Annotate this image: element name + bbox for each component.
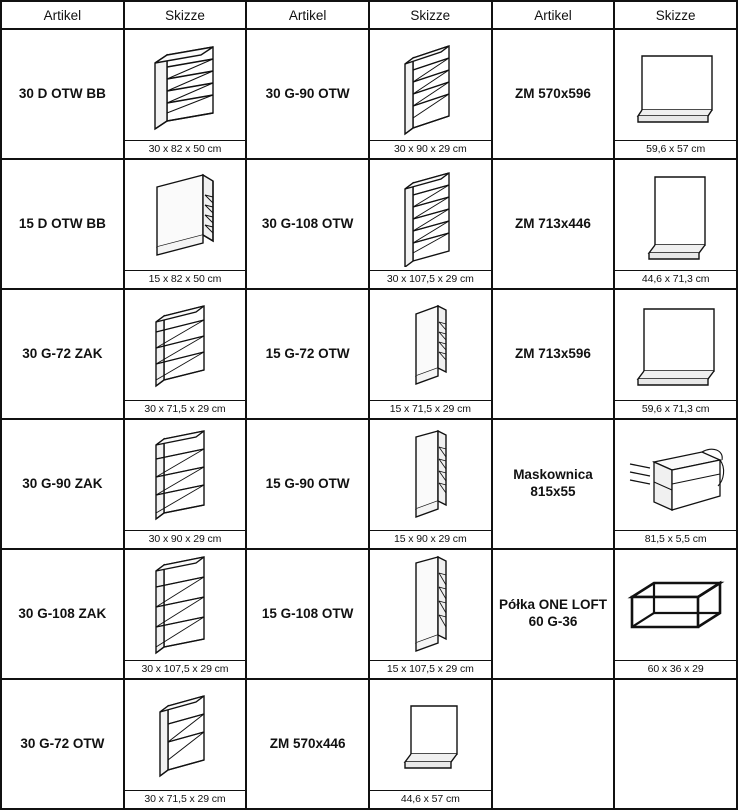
table-row xyxy=(1,549,737,679)
column-header-skizze-2: Skizze xyxy=(369,1,492,29)
loft-shelf-icon xyxy=(615,550,736,660)
dimension-label: 44,6 x 57 cm xyxy=(370,790,491,808)
wall-cabinet-closed-icon xyxy=(125,290,246,400)
product-name: 15 G-72 OTW xyxy=(246,289,369,419)
column-header-skizze-3: Skizze xyxy=(614,1,737,29)
dimension-label: 59,6 x 57 cm xyxy=(615,140,736,158)
dimension-label: 60 x 36 x 29 xyxy=(615,660,736,678)
product-sketch xyxy=(369,159,492,289)
dimension-label: 30 x 90 x 29 cm xyxy=(125,530,246,548)
dimension-label: 30 x 82 x 50 cm xyxy=(125,140,246,158)
table-header-row xyxy=(1,1,737,29)
table-row xyxy=(1,679,737,809)
column-header-skizze-1: Skizze xyxy=(124,1,247,29)
product-sketch xyxy=(614,419,737,549)
product-name: 15 G-90 OTW xyxy=(246,419,369,549)
product-sketch xyxy=(124,419,247,549)
product-name: 30 G-108 OTW xyxy=(246,159,369,289)
column-header-artikel-2: Artikel xyxy=(246,1,369,29)
front-panel-icon xyxy=(370,680,491,790)
wall-cabinet-closed-icon xyxy=(125,550,246,660)
tall-wall-cabinet-open-icon xyxy=(370,30,491,140)
product-sketch xyxy=(614,549,737,679)
dimension-label: 30 x 107,5 x 29 cm xyxy=(370,270,491,288)
table-row xyxy=(1,289,737,419)
product-sketch xyxy=(614,159,737,289)
product-name: Maskownica 815x55 xyxy=(492,419,615,549)
product-name: 30 G-72 ZAK xyxy=(1,289,124,419)
product-sketch xyxy=(124,289,247,419)
dimension-label: 30 x 71,5 x 29 cm xyxy=(125,400,246,418)
empty-cell-name xyxy=(492,679,615,809)
dimension-label: 44,6 x 71,3 cm xyxy=(615,270,736,288)
narrow-wall-cabinet-open-icon xyxy=(370,290,491,400)
product-name: 30 G-90 ZAK xyxy=(1,419,124,549)
product-sketch xyxy=(369,679,492,809)
product-sketch xyxy=(369,549,492,679)
product-sketch xyxy=(369,289,492,419)
product-sketch xyxy=(124,549,247,679)
front-panel-icon xyxy=(615,290,736,400)
product-name: 30 G-90 OTW xyxy=(246,29,369,159)
dimension-label: 30 x 107,5 x 29 cm xyxy=(125,660,246,678)
dimension-label: 15 x 90 x 29 cm xyxy=(370,530,491,548)
wall-cabinet-closed-icon xyxy=(125,420,246,530)
base-cabinet-open-icon xyxy=(125,30,246,140)
product-name: ZM 713x446 xyxy=(492,159,615,289)
front-panel-icon xyxy=(615,160,736,270)
product-name: 15 G-108 OTW xyxy=(246,549,369,679)
product-name: Półka ONE LOFT 60 G-36 xyxy=(492,549,615,679)
empty-cell-sketch xyxy=(614,679,737,809)
narrow-wall-cabinet-open-icon xyxy=(370,420,491,530)
dimension-label: 30 x 90 x 29 cm xyxy=(370,140,491,158)
front-panel-icon xyxy=(615,30,736,140)
column-header-artikel-1: Artikel xyxy=(1,1,124,29)
table-row xyxy=(1,29,737,159)
product-name: 15 D OTW BB xyxy=(1,159,124,289)
product-sketch xyxy=(124,29,247,159)
cover-panel-icon xyxy=(615,420,736,530)
product-name: 30 G-72 OTW xyxy=(1,679,124,809)
product-sketch xyxy=(124,679,247,809)
dimension-label: 15 x 71,5 x 29 cm xyxy=(370,400,491,418)
dimension-label: 30 x 71,5 x 29 cm xyxy=(125,790,246,808)
product-name: 30 D OTW BB xyxy=(1,29,124,159)
dimension-label: 15 x 107,5 x 29 cm xyxy=(370,660,491,678)
dimension-label: 81,5 x 5,5 cm xyxy=(615,530,736,548)
product-name: ZM 713x596 xyxy=(492,289,615,419)
product-name: ZM 570x446 xyxy=(246,679,369,809)
tall-wall-cabinet-open-icon xyxy=(370,160,491,270)
narrow-base-cabinet-open-icon xyxy=(125,160,246,270)
product-sketch xyxy=(124,159,247,289)
product-sketch xyxy=(369,419,492,549)
dimension-label: 15 x 82 x 50 cm xyxy=(125,270,246,288)
narrow-wall-cabinet-open-icon xyxy=(370,550,491,660)
wall-cabinet-open-icon xyxy=(125,680,246,790)
table-row xyxy=(1,419,737,549)
dimension-label: 59,6 x 71,3 cm xyxy=(615,400,736,418)
product-sketch xyxy=(614,289,737,419)
table-row xyxy=(1,159,737,289)
product-name: 30 G-108 ZAK xyxy=(1,549,124,679)
product-name: ZM 570x596 xyxy=(492,29,615,159)
product-sketch xyxy=(369,29,492,159)
column-header-artikel-3: Artikel xyxy=(492,1,615,29)
product-sketch xyxy=(614,29,737,159)
